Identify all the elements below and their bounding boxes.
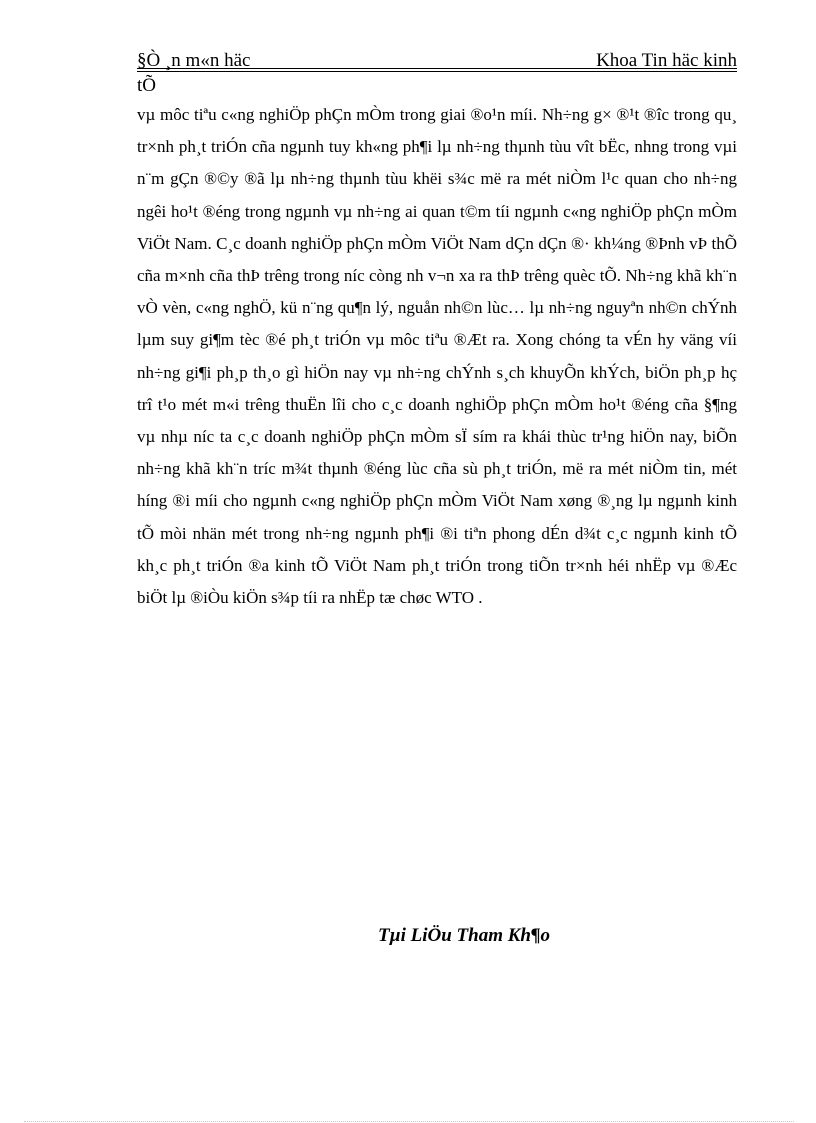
page-bottom-edge — [24, 1121, 794, 1122]
references-heading: Tµi LiÖu Tham Kh¶o — [378, 925, 550, 946]
header-faculty-name: Khoa Tin häc kinh — [596, 50, 737, 71]
header-rule — [137, 68, 737, 69]
body-paragraph: vµ môc tiªu c«ng nghiÖp phÇn mÒm trong giai ®o¹n míi. Nh÷ng g× ®¹t ®îc trong qu¸ tr×nh ph¸t triÓn cña ngµnh tuy kh«ng ph¶i lµ nh÷ng thµnh tùu vît bËc, nhng trong vµi n¨m gÇn ®©y ®ã lµ nh÷ng thµnh tùu khëi s¾c më ra mét niÒm l¹c quan cho nh÷ng ngêi ho¹t ®éng trong ngµnh vµ nh÷ng ai quan t©m tíi ngµnh c«ng nghiÖp phÇn mÒm ViÖt Nam. C¸c doanh nghiÖp phÇn mÒm ViÖt Nam dÇn dÇn ®· kh¼ng ®Þnh vÞ thÕ cña m×nh cña thÞ trêng trong níc còng nh v¬n xa ra thÞ trêng quèc tÕ. Nh÷ng khã kh¨n vÒ vèn, c«ng nghÖ, kü n¨ng qu¶n lý, nguån nh©n lùc… lµ nh÷ng nguyªn nh©n chÝnh lµm suy gi¶m tèc ®é ph¸t triÓn vµ môc tiªu ®Æt ra. Xong chóng ta vÉn hy väng víi nh÷ng gi¶i ph¸p th¸o gì hiÖn nay vµ nh÷ng chÝnh s¸ch khuyÕn khÝch, biÖn ph¸p hç trî t¹o mét m«i trêng thuËn lîi cho c¸c doanh nghiÖp phÇn mÒm ho¹t ®éng cña §¶ng vµ nhµ níc ta c¸c doanh nghiÖp phÇn mÒm sÏ sím ra khái thùc tr¹ng hiÖn nay, biÕn nh÷ng khã kh¨n tríc m¾t thµnh ®éng lùc cña sù ph¸t triÓn, më ra mét niÒm tin, mét híng ®i míi cho ngµnh c«ng nghiÖp phÇn mÒm ViÖt Nam xøng ®¸ng lµ ngµnh kinh tÕ mòi nhän mét trong nh÷ng ngµnh ph¶i ®i tiªn phong dÉn d¾t c¸c ngµnh kinh tÕ kh¸c ph¸t triÓn ®a kinh tÕ ViÖt Nam ph¸t triÓn trong tiÕn tr×nh héi nhËp vµ ®Æc biÖt lµ ®iÒu kiÖn s¾p tíi ra nhËp tæ chøc WTO . — [137, 105, 737, 608]
header-rule-double — [137, 71, 737, 72]
header-faculty-name-continuation: tÕ — [137, 75, 156, 96]
header-course-title: §Ò ¸n m«n häc — [137, 50, 251, 71]
